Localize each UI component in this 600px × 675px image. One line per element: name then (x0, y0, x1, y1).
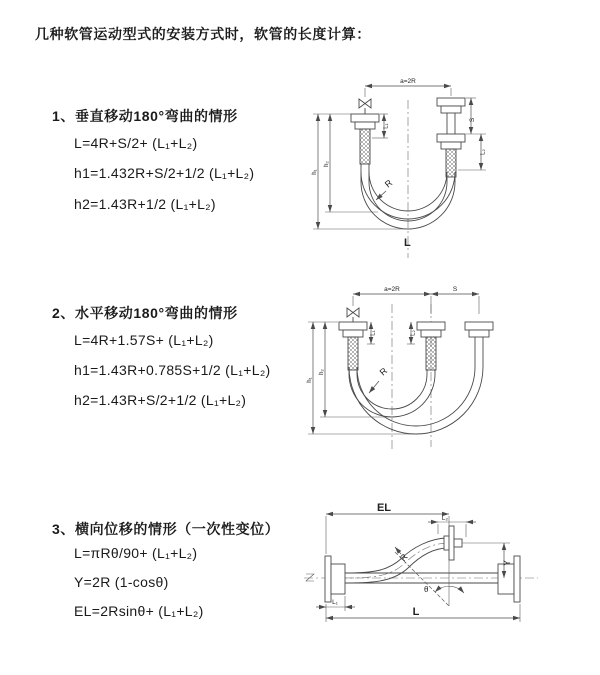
radius-label: R (377, 365, 390, 378)
dim-label-l2: L₂ (480, 149, 487, 155)
left-fitting (339, 322, 367, 374)
dim-label-s: S (469, 117, 476, 123)
section-1-formula-L: L=4R+S/2+ (L₁+L₂) (74, 135, 198, 151)
diagram-vertical-180-bend (308, 72, 528, 262)
diagram-lateral-displacement (298, 500, 568, 648)
angle-label: θ (424, 585, 429, 594)
dim-label-l1: L₁ (332, 599, 338, 606)
valve-icon (347, 308, 359, 322)
section-3-heading: 3、横向位移的情形（一次性变位） (52, 521, 280, 537)
dimension-l1 (367, 322, 377, 344)
right-fitting (437, 98, 465, 182)
valve-icon (359, 99, 371, 114)
radius-callout (369, 365, 390, 393)
diagram-horizontal-180-bend (303, 282, 543, 467)
left-fitting (351, 114, 379, 182)
dim-label-h1: h₁ (307, 377, 313, 383)
dimension-l1 (316, 596, 355, 611)
dim-label-h2: h₂ (324, 161, 330, 167)
dimension-s (431, 286, 479, 294)
centerline-break-icon (306, 574, 314, 581)
dim-label-y: Y (502, 559, 512, 567)
dim-label-s: S (452, 286, 458, 293)
page-title: 几种软管运动型式的安装方式时，软管的长度计算： (35, 26, 371, 42)
dim-label-l: L (412, 606, 420, 618)
section-3-formula-Y: Y=2R (1-cosθ) (74, 574, 169, 590)
dimension-s (466, 98, 486, 134)
dimension-l2 (407, 322, 417, 344)
displaced-fitting (444, 526, 462, 560)
section-2-heading: 2、水平移动180°弯曲的情形 (52, 305, 238, 321)
radius-callout (395, 547, 410, 563)
curved-hose (345, 538, 448, 583)
dim-label-a2r: a=2R (400, 78, 416, 85)
section-1-formula-h2: h2=1.43R+1/2 (L₁+L₂) (74, 196, 216, 212)
dim-label-l2: L₂ (410, 330, 417, 336)
dimension-l (326, 604, 520, 622)
section-1-heading: 1、垂直移动180°弯曲的情形 (52, 108, 238, 124)
dim-label-el: EL (376, 502, 392, 514)
dim-label-a2r: a=2R (384, 286, 400, 293)
dimension-a2r (365, 78, 451, 97)
section-2-formula-L: L=4R+1.57S+ (L₁+L₂) (74, 332, 214, 348)
radius-label: R (397, 551, 410, 564)
section-3-formula-L: L=πRθ/90+ (L₁+L₂) (74, 545, 198, 561)
dim-label-l1: L₁ (370, 330, 377, 336)
dimension-el (326, 502, 449, 554)
length-label: L (404, 237, 411, 249)
section-2-formula-h1: h1=1.43R+0.785S+1/2 (L₁+L₂) (74, 362, 271, 378)
section-1-formula-h1: h1=1.432R+S/2+1/2 (L₁+L₂) (74, 165, 255, 181)
section-3-formula-EL: EL=2Rsinθ+ (L₁+L₂) (74, 603, 204, 619)
hose-loop (349, 367, 483, 434)
radius-label: R (382, 177, 395, 190)
dimension-a2r (353, 286, 431, 294)
section-2-formula-h2: h2=1.43R+S/2+1/2 (L₁+L₂) (74, 392, 247, 408)
radius-callout (376, 177, 395, 200)
dim-label-l2: L₂ (441, 515, 449, 522)
dim-label-l1: L₁ (383, 123, 390, 129)
dim-label-h2: h₂ (319, 369, 325, 375)
left-fitting (325, 556, 345, 602)
middle-fitting (417, 322, 445, 374)
dim-label-h1: h₁ (312, 169, 318, 175)
right-fitting (465, 322, 493, 367)
